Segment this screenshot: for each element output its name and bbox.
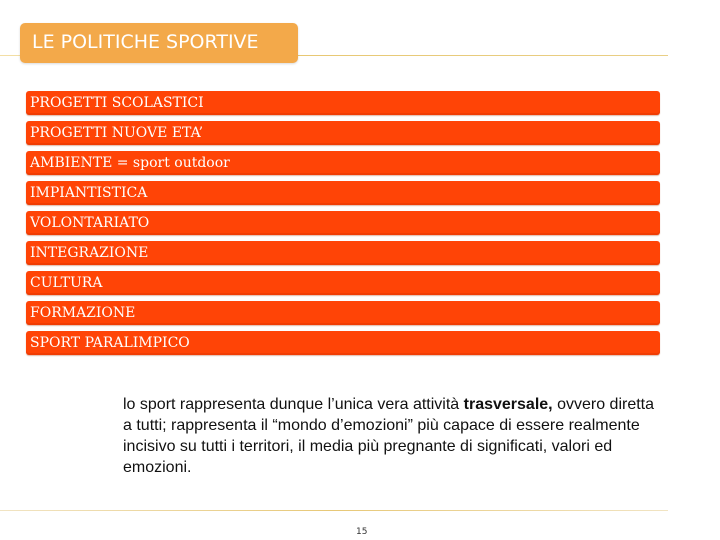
topic-list [26, 91, 660, 361]
paragraph-text-start: lo sport rappresenta dunque l’unica vera attività [123, 396, 464, 413]
topic-bar [26, 241, 660, 265]
topic-bar [26, 151, 660, 175]
topic-bar [26, 181, 660, 205]
topic-bar [26, 211, 660, 235]
body-paragraph [123, 394, 663, 478]
topic-bar [26, 91, 660, 115]
topic-bar [26, 271, 660, 295]
topic-bar [26, 301, 660, 325]
title-tab [20, 23, 298, 63]
topic-label: IMPIANTISTICA [30, 185, 148, 201]
topic-bar [26, 121, 660, 145]
page-title: LE POLITICHE SPORTIVE [32, 31, 259, 53]
page-number: 15 [356, 527, 368, 537]
topic-label: AMBIENTE = sport outdoor [30, 155, 230, 171]
paragraph-bold-word: trasversale, [463, 396, 553, 413]
topic-label: FORMAZIONE [30, 305, 136, 321]
topic-bar [26, 331, 660, 355]
topic-label: VOLONTARIATO [30, 215, 150, 231]
topic-label: CULTURA [30, 275, 103, 291]
footer-divider [0, 510, 668, 511]
topic-label: SPORT PARALIMPICO [30, 335, 190, 351]
topic-label: PROGETTI NUOVE ETA’ [30, 125, 204, 141]
paragraph-text-end: ovvero diretta a tutti; rappresenta il “mondo d’emozioni” più capace di essere realmente incisivo su tutti i territori, il media più pregnante di significati, valori ed emozioni. [123, 396, 655, 476]
topic-label: PROGETTI SCOLASTICI [30, 95, 204, 111]
topic-label: INTEGRAZIONE [30, 245, 149, 261]
